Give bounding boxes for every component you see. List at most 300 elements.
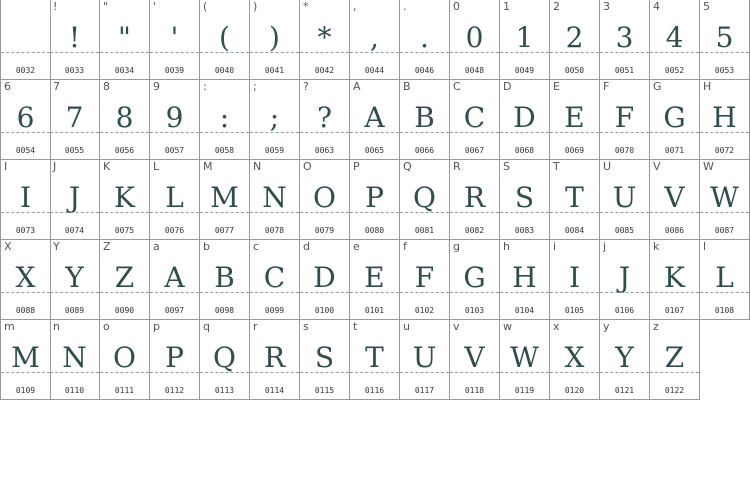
glyph-cell [500, 80, 550, 160]
char-code: 0065 [364, 146, 385, 155]
baseline-divider [1, 212, 50, 213]
glyph-sample: H [512, 261, 537, 294]
baseline-divider [600, 212, 649, 213]
baseline-divider [450, 292, 499, 293]
char-code: 0118 [464, 386, 485, 395]
glyph-cell [650, 240, 700, 320]
glyph-cell [200, 160, 250, 240]
char-label: 6 [4, 80, 11, 93]
char-label: y [603, 320, 610, 333]
char-label: c [253, 240, 260, 253]
char-label: 9 [153, 80, 160, 93]
glyph-sample: 4 [665, 21, 684, 54]
baseline-divider [450, 212, 499, 213]
glyph-cell [550, 160, 600, 240]
baseline-divider [100, 372, 149, 373]
glyph-cell [50, 240, 100, 320]
baseline-divider [100, 292, 149, 293]
char-label: e [353, 240, 360, 253]
char-code: 0105 [564, 306, 585, 315]
char-code: 0052 [664, 66, 685, 75]
glyph-sample: U [612, 181, 637, 214]
glyph-sample: B [214, 261, 235, 294]
glyph-cell [450, 240, 500, 320]
char-label: R [453, 160, 461, 173]
baseline-divider [50, 52, 99, 53]
glyph-cell [450, 0, 500, 80]
char-code: 0110 [64, 386, 85, 395]
char-code: 0114 [264, 386, 285, 395]
char-code: 0056 [114, 146, 135, 155]
glyph-sample: Y [615, 341, 634, 374]
baseline-divider [400, 132, 449, 133]
glyph-cell [100, 160, 150, 240]
baseline-divider [150, 212, 199, 213]
glyph-sample: S [314, 341, 335, 374]
char-code: 0042 [314, 66, 335, 75]
baseline-divider [550, 372, 599, 373]
glyph-cell [450, 160, 500, 240]
char-label: I [4, 160, 8, 173]
glyph-cell [550, 80, 600, 160]
char-code: 0032 [15, 66, 36, 75]
glyph-cell [100, 0, 150, 80]
glyph-sample: J [618, 261, 631, 294]
glyph-sample: ( [219, 21, 230, 54]
baseline-divider [150, 372, 199, 373]
glyph-sample: 7 [65, 101, 84, 134]
glyph-cell [700, 0, 750, 80]
char-code: 0057 [164, 146, 185, 155]
char-code: 0109 [15, 386, 36, 395]
baseline-divider [500, 372, 549, 373]
glyph-cell [600, 0, 650, 80]
glyph-sample: M [11, 341, 40, 374]
baseline-divider [350, 372, 399, 373]
baseline-divider [500, 212, 549, 213]
glyph-sample: B [414, 101, 435, 134]
char-label: J [53, 160, 57, 173]
glyph-sample: T [565, 181, 584, 214]
char-label: L [153, 160, 160, 173]
char-label: k [653, 240, 660, 253]
glyph-cell [350, 320, 400, 400]
glyph-cell [100, 320, 150, 400]
baseline-divider [200, 372, 249, 373]
glyph-sample: D [513, 101, 536, 134]
baseline-divider [700, 132, 749, 133]
glyph-sample: Z [114, 261, 135, 294]
baseline-divider [1, 132, 50, 133]
glyph-sample: ? [316, 101, 332, 134]
baseline-divider [550, 132, 599, 133]
glyph-sample: 8 [115, 101, 134, 134]
char-code: 0108 [714, 306, 735, 315]
baseline-divider [450, 132, 499, 133]
baseline-divider [650, 52, 699, 53]
glyph-sample: N [62, 341, 87, 374]
baseline-divider [700, 292, 749, 293]
glyph-cell [200, 240, 250, 320]
char-code: 0066 [414, 146, 435, 155]
glyph-cell [150, 160, 200, 240]
glyph-cell [150, 80, 200, 160]
glyph-sample: C [263, 261, 286, 294]
glyph-sample: D [313, 261, 336, 294]
glyph-sample: R [463, 181, 486, 214]
char-code: 0069 [564, 146, 585, 155]
glyph-sample: S [514, 181, 535, 214]
glyph-sample: M [210, 181, 239, 214]
char-code: 0072 [714, 146, 735, 155]
char-label: ! [53, 0, 58, 13]
baseline-divider [550, 52, 599, 53]
char-code: 0077 [214, 226, 235, 235]
glyph-sample: ! [68, 21, 81, 54]
baseline-divider [700, 212, 749, 213]
glyph-cell [650, 320, 700, 400]
glyph-cell [50, 0, 100, 80]
glyph-cell [500, 160, 550, 240]
char-label: h [503, 240, 510, 253]
baseline-divider [650, 132, 699, 133]
char-label: E [553, 80, 560, 93]
baseline-divider [1, 372, 50, 373]
glyph-sample: I [19, 181, 32, 214]
char-code: 0100 [314, 306, 335, 315]
glyph-sample: W [710, 181, 739, 214]
char-label: 3 [603, 0, 610, 13]
char-code: 0121 [614, 386, 635, 395]
baseline-divider [250, 132, 299, 133]
glyph-sample: K [114, 181, 135, 214]
baseline-divider [450, 52, 499, 53]
char-code: 0087 [714, 226, 735, 235]
char-label: P [353, 160, 360, 173]
glyph-sample: X [15, 261, 36, 294]
char-label: 1 [503, 0, 510, 13]
char-code: 0079 [314, 226, 335, 235]
char-label: N [253, 160, 262, 173]
baseline-divider [100, 52, 149, 53]
char-code: 0050 [564, 66, 585, 75]
baseline-divider [500, 132, 549, 133]
char-label: Z [103, 240, 111, 253]
char-label: m [4, 320, 15, 333]
char-code: 0070 [614, 146, 635, 155]
char-label: g [453, 240, 460, 253]
glyph-cell [0, 80, 51, 160]
char-label: n [53, 320, 60, 333]
glyph-cell [200, 80, 250, 160]
glyph-cell [600, 160, 650, 240]
glyph-sample: P [365, 181, 384, 214]
glyph-cell [0, 0, 51, 80]
glyph-cell [600, 80, 650, 160]
char-code: 0033 [64, 66, 85, 75]
char-code: 0117 [414, 386, 435, 395]
glyph-sample: J [68, 181, 81, 214]
char-label: , [353, 0, 357, 13]
glyph-cell [0, 320, 51, 400]
glyph-cell [650, 160, 700, 240]
glyph-cell [200, 0, 250, 80]
baseline-divider [300, 52, 349, 53]
baseline-divider [250, 372, 299, 373]
glyph-cell [150, 320, 200, 400]
baseline-divider [50, 212, 99, 213]
char-label: 0 [453, 0, 460, 13]
char-label: Y [53, 240, 60, 253]
glyph-cell [400, 240, 450, 320]
char-label: . [403, 0, 407, 13]
glyph-sample: W [510, 341, 539, 374]
baseline-divider [500, 292, 549, 293]
baseline-divider [650, 372, 699, 373]
glyph-cell [200, 320, 250, 400]
char-label: r [253, 320, 258, 333]
baseline-divider [600, 292, 649, 293]
baseline-divider [450, 372, 499, 373]
baseline-divider [350, 212, 399, 213]
char-label: ' [153, 0, 157, 13]
glyph-sample: . [420, 21, 429, 54]
char-label: Q [403, 160, 412, 173]
char-code: 0111 [114, 386, 135, 395]
baseline-divider [400, 52, 449, 53]
char-label: G [653, 80, 662, 93]
baseline-divider [50, 132, 99, 133]
glyph-sample: 3 [615, 21, 634, 54]
char-label: A [353, 80, 361, 93]
char-label: W [703, 160, 714, 173]
char-code: 0034 [114, 66, 135, 75]
glyph-sample: G [663, 101, 686, 134]
char-code: 0119 [514, 386, 535, 395]
baseline-divider [650, 292, 699, 293]
char-code: 0101 [364, 306, 385, 315]
char-code: 0071 [664, 146, 685, 155]
baseline-divider [350, 52, 399, 53]
glyph-cell [450, 80, 500, 160]
glyph-sample [1, 20, 50, 56]
char-code: 0084 [564, 226, 585, 235]
char-label: j [603, 240, 607, 253]
char-label: v [453, 320, 460, 333]
glyph-cell [0, 160, 51, 240]
baseline-divider [400, 292, 449, 293]
glyph-cell [400, 160, 450, 240]
glyph-sample: ) [269, 21, 280, 54]
baseline-divider [150, 132, 199, 133]
baseline-divider [100, 132, 149, 133]
char-label: T [553, 160, 560, 173]
glyph-cell [500, 320, 550, 400]
char-code: 0055 [64, 146, 85, 155]
char-label: o [103, 320, 110, 333]
char-label: F [603, 80, 610, 93]
char-code: 0089 [64, 306, 85, 315]
glyph-sample: X [564, 341, 585, 374]
char-code: 0116 [364, 386, 385, 395]
char-code: 0046 [414, 66, 435, 75]
baseline-divider [550, 292, 599, 293]
glyph-sample: " [118, 21, 131, 54]
char-label: D [503, 80, 512, 93]
glyph-sample: O [113, 341, 136, 374]
char-code: 0090 [114, 306, 135, 315]
char-label: " [103, 0, 109, 13]
char-code: 0088 [15, 306, 36, 315]
glyph-sample: 9 [165, 101, 184, 134]
glyph-cell [350, 160, 400, 240]
glyph-sample: L [715, 261, 734, 294]
glyph-sample: H [712, 101, 737, 134]
char-label: b [203, 240, 210, 253]
glyph-sample: R [263, 341, 286, 374]
char-label: U [603, 160, 612, 173]
glyph-sample: V [464, 341, 485, 374]
glyph-cell [300, 320, 350, 400]
glyph-cell [100, 80, 150, 160]
char-label: B [403, 80, 411, 93]
glyph-cell [550, 240, 600, 320]
glyph-cell [550, 320, 600, 400]
glyph-cell [450, 320, 500, 400]
char-code: 0054 [15, 146, 36, 155]
char-label: V [653, 160, 661, 173]
baseline-divider [700, 52, 749, 53]
char-label: i [553, 240, 557, 253]
glyph-sample: 2 [565, 21, 584, 54]
char-code: 0078 [264, 226, 285, 235]
baseline-divider [600, 132, 649, 133]
char-label: 4 [653, 0, 660, 13]
glyph-sample: U [412, 341, 437, 374]
glyph-sample: : [219, 101, 230, 134]
glyph-sample: K [664, 261, 685, 294]
glyph-sample: F [614, 101, 635, 134]
char-code: 0120 [564, 386, 585, 395]
char-code: 0082 [464, 226, 485, 235]
baseline-divider [500, 52, 549, 53]
glyph-sample: * [317, 21, 332, 54]
baseline-divider [400, 212, 449, 213]
glyph-cell [50, 80, 100, 160]
glyph-sample: V [664, 181, 685, 214]
glyph-sample: A [164, 261, 185, 294]
glyph-sample: , [370, 21, 379, 54]
baseline-divider [1, 292, 50, 293]
glyph-cell [350, 0, 400, 80]
char-code: 0074 [64, 226, 85, 235]
char-code: 0107 [664, 306, 685, 315]
glyph-cell [650, 0, 700, 80]
char-label: p [153, 320, 160, 333]
glyph-cell [500, 0, 550, 80]
baseline-divider [550, 212, 599, 213]
baseline-divider [200, 212, 249, 213]
baseline-divider [600, 52, 649, 53]
char-code: 0048 [464, 66, 485, 75]
glyph-sample: I [568, 261, 581, 294]
glyph-sample: P [165, 341, 184, 374]
glyph-sample: ; [269, 101, 280, 134]
baseline-divider [650, 212, 699, 213]
glyph-sample: C [463, 101, 486, 134]
char-label: u [403, 320, 410, 333]
char-label: ( [203, 0, 208, 13]
char-code: 0104 [514, 306, 535, 315]
glyph-cell [300, 160, 350, 240]
char-code: 0097 [164, 306, 185, 315]
char-label: M [203, 160, 213, 173]
char-label: : [203, 80, 207, 93]
char-label: f [403, 240, 407, 253]
glyph-cell [650, 80, 700, 160]
char-label: a [153, 240, 160, 253]
glyph-sample: 6 [16, 101, 35, 134]
char-code: 0058 [214, 146, 235, 155]
baseline-divider [350, 292, 399, 293]
glyph-cell [300, 240, 350, 320]
char-code: 0073 [15, 226, 36, 235]
char-label: 2 [553, 0, 560, 13]
char-label: z [653, 320, 659, 333]
char-code: 0102 [414, 306, 435, 315]
glyph-cell [150, 240, 200, 320]
baseline-divider [200, 52, 249, 53]
glyph-sample: T [365, 341, 384, 374]
char-label: O [303, 160, 312, 173]
char-label: 8 [103, 80, 110, 93]
baseline-divider [50, 372, 99, 373]
baseline-divider [250, 212, 299, 213]
char-code: 0085 [614, 226, 635, 235]
glyph-sample: E [364, 261, 385, 294]
char-label: S [503, 160, 510, 173]
baseline-divider [350, 132, 399, 133]
glyph-sample: ' [170, 21, 179, 54]
char-label: * [303, 0, 309, 13]
char-label: q [203, 320, 210, 333]
baseline-divider [300, 372, 349, 373]
glyph-cell [250, 80, 300, 160]
glyph-cell [0, 240, 51, 320]
char-code: 0122 [664, 386, 685, 395]
baseline-divider [300, 292, 349, 293]
char-label: H [703, 80, 712, 93]
char-label: ? [303, 80, 309, 93]
glyph-cell [700, 80, 750, 160]
baseline-divider [150, 52, 199, 53]
glyph-cell [250, 320, 300, 400]
glyph-sample: Q [413, 181, 436, 214]
char-label: w [503, 320, 512, 333]
char-code: 0080 [364, 226, 385, 235]
glyph-cell [400, 0, 450, 80]
char-code: 0051 [614, 66, 635, 75]
glyph-sample: Q [213, 341, 236, 374]
baseline-divider [300, 132, 349, 133]
char-code: 0076 [164, 226, 185, 235]
char-code: 0044 [364, 66, 385, 75]
glyph-sample: O [313, 181, 336, 214]
char-code: 0086 [664, 226, 685, 235]
char-code: 0081 [414, 226, 435, 235]
char-code: 0083 [514, 226, 535, 235]
char-label: s [303, 320, 309, 333]
